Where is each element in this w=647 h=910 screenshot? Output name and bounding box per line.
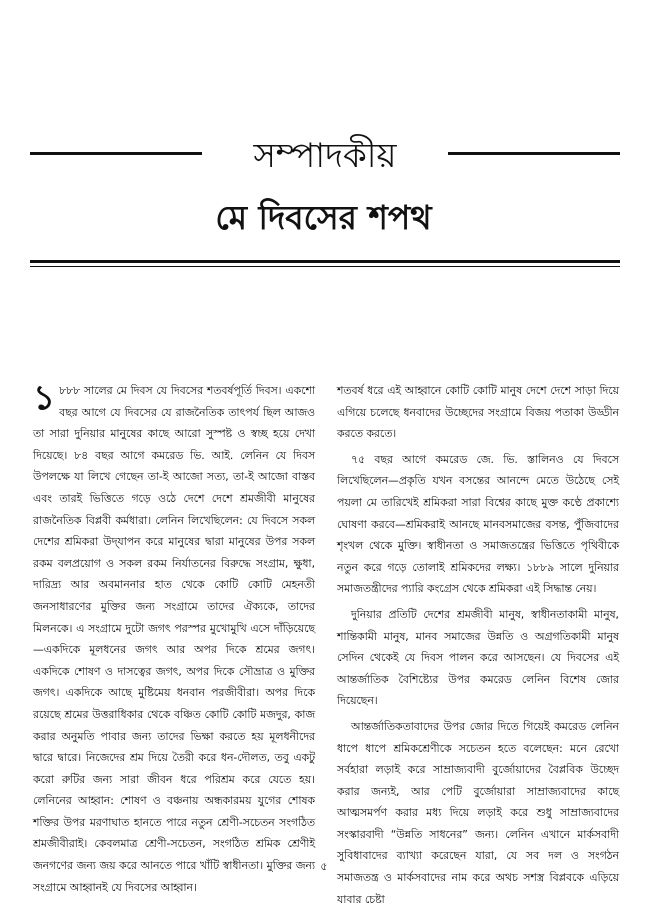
header-rule-right [448,152,620,155]
text-column-right [337,380,619,906]
paragraph: আন্তর্জাতিকতাবাদের উপর জোর দিতে গিয়েই কমরেড লেনিন ধাপে ধাপে শ্রমিকশ্রেণীকে সচেতন হতে বলেছেন: মনে রেখো সর্বহারা লড়াই করে সাম্রাজ্যবাদী বুর্জোয়াদের বৈপ্লবিক উচ্ছেদ করার জন্যই, আর পেটি বুর্জোয়ারা সাম্রাজ্যবাদের কাছে আত্মসমর্পণ করার মধ্য দিয়ে লড়াই করে শুধু সাম্রাজ্যবাদের সংস্কারবাদী “উন্নতি সাধনের” জন্য। লেনিন এখানে মার্কসবাদী সুবিধাবাদের ব্যাখ্যা করেছেন যারা, যে সব দল ও সংগঠন সমাজতন্ত্র ও মার্কসবাদের নাম করে অথচ সশস্ত্র বিপ্লবকে এড়িয়ে যাবার চেষ্টা [337,719,619,906]
article-headline: মে দিবসের শপথ [215,198,432,237]
page-number: ৫ [320,860,328,873]
header-rule-left [30,152,202,155]
paragraph [33,380,315,898]
paragraph: শতবর্ষ ধরে এই আহ্বানে কোটি কোটি মানুষ দেশে দেশে সাড়া দিয়ে এগিয়ে চলেছে ধনবাদের উচ্ছেদের সংগ্রামে বিজয় পতাকা উড্ডীন করতে করতে। [337,384,619,441]
drop-cap: ১ [33,378,56,418]
section-label: সম্পাদকীয় [253,136,397,176]
paragraph-text: ৮৮৮ সালের মে দিবস যে দিবসের শতবর্ষপূর্তি দিবস। একশো বছর আগে যে দিবসের যে রাজনৈতিক তাৎপর্য ছিল আজও তা সারা দুনিয়ার মানুষের কাছে আরো সুস্পষ্ট ও স্বচ্ছ হয়ে দেখা দিয়েছে। ৮৪ বছর আগে কমরেড ভি. আই. লেনিন যে দিবস উপলক্ষে যা লিখে গেছেন তা-ই আজো সত্য, তা-ই আজো বাস্তব এবং তারই ভিত্তিতে গড়ে ওঠে দেশে দেশে শ্রমজীবী মানুষের রাজনৈতিক বিপ্লবী কর্মধারা। লেনিন লিখেছিলেন: যে দিবসে সকল দেশের শ্রমিকরা উদ্‌যাপন করে মানুষের দ্বারা মানুষের উপর সকল রকম বলপ্রয়োগ ও সকল রকম নির্যাতনের বিরুদ্ধে সংগ্রাম, ক্ষুধা, দারিদ্র্য আর অবমাননার হাত থেকে কোটি কোটি মেহনতী জনসাধারণের মুক্তির জন্য সংগ্রামে তাদের ঐক্যকে, তাদের মিলনকে। এ সংগ্রামে দুটো জগৎ পরস্পর মুখোমুখি এসে দাঁড়িয়েছে—একদিকে মূলধনের জগৎ আর অপর দিকে শ্রমের জগৎ। একদিকে শোষণ ও দাসত্বের জগৎ, অপর দিকে সৌভ্রাত্র ও মুক্তির জগৎ। একদিকে আছে মুষ্টিমেয় ধনবান পরজীবীরা। অপর দিকে রয়েছে শ্রমের উত্তরাধিকার থেকে বঞ্চিত কোটি কোটি মজদুর, কাজ করার অনুমতি পাবার জন্য তাদের ভিক্ষা করতে হয় মূলধনীদের দ্বারে দ্বারে। নিজেদের শ্রম দিয়ে তৈরী করে ধন-দৌলত, তবু একটু করো রুটির জন্য সারা জীবন ধরে পরিশ্রম করে যেতে হয়। লেনিনের আহ্বান: শোষণ ও বঞ্চনায় অন্ধকারময় যুগের শোষক শক্তির উপর মরণাঘাত হানতে পারে নতুন শ্রেণী-সচেতন সংগঠিত শ্রমজীবীরাই। কেবলমাত্র শ্রেণী-সচেতন, সংগঠিত শ্রমিক শ্রেণীই জনগণের জন্য জয় করে আনতে পারে খাঁটি স্বাধীনতা। মুক্তির জন্য সংগ্রামে আহ্বানই যে দিবসের আহ্বান। [33,384,315,894]
paragraph: ৭৫ বছর আগে কমরেড জে. ভি. স্তালিনও যে দিবসে লিখেছিলেন—প্রকৃতি যখন বসন্তের আনন্দে মেতে উঠেছে সেই পয়লা মে তারিখেই শ্রমিকরা সারা বিশ্বের কাছে মুক্ত কণ্ঠে প্রকাশ্যে ঘোষণা করবে—শ্রমিকরাই আনছে মানবসমাজের বসন্ত, পুঁজিবাদের শৃংখল থেকে মুক্তি। স্বাধীনতা ও সমাজতন্ত্রের ভিত্তিতে পৃথিবীকে নতুন করে গড়ে তোলাই শ্রমিকদের লক্ষ্য। ১৮৮৯ সালে দুনিয়ার সমাজতন্ত্রীদের প্যারি কংগ্রেস থেকে শ্রমিকরা এই সিদ্ধান্ত নেয়। [337,452,619,596]
headline-rule-thin [30,266,620,267]
text-column-left [33,378,315,894]
paragraph: দুনিয়ার প্রতিটি দেশের শ্রমজীবী মানুষ, স্বাধীনতাকামী মানুষ, শান্তিকামী মানুষ, মানব সমাজের উন্নতি ও অগ্রগতিকামী মানুষ সেদিন থেকেই যে দিবস পালন করে আসছেন। যে দিবসের এই আন্তর্জাতিক বৈশিষ্ট্যের উপর কমরেড লেনিন বিশেষ জোর দিয়েছেন। [337,607,619,708]
headline-rule-thick [30,260,620,263]
